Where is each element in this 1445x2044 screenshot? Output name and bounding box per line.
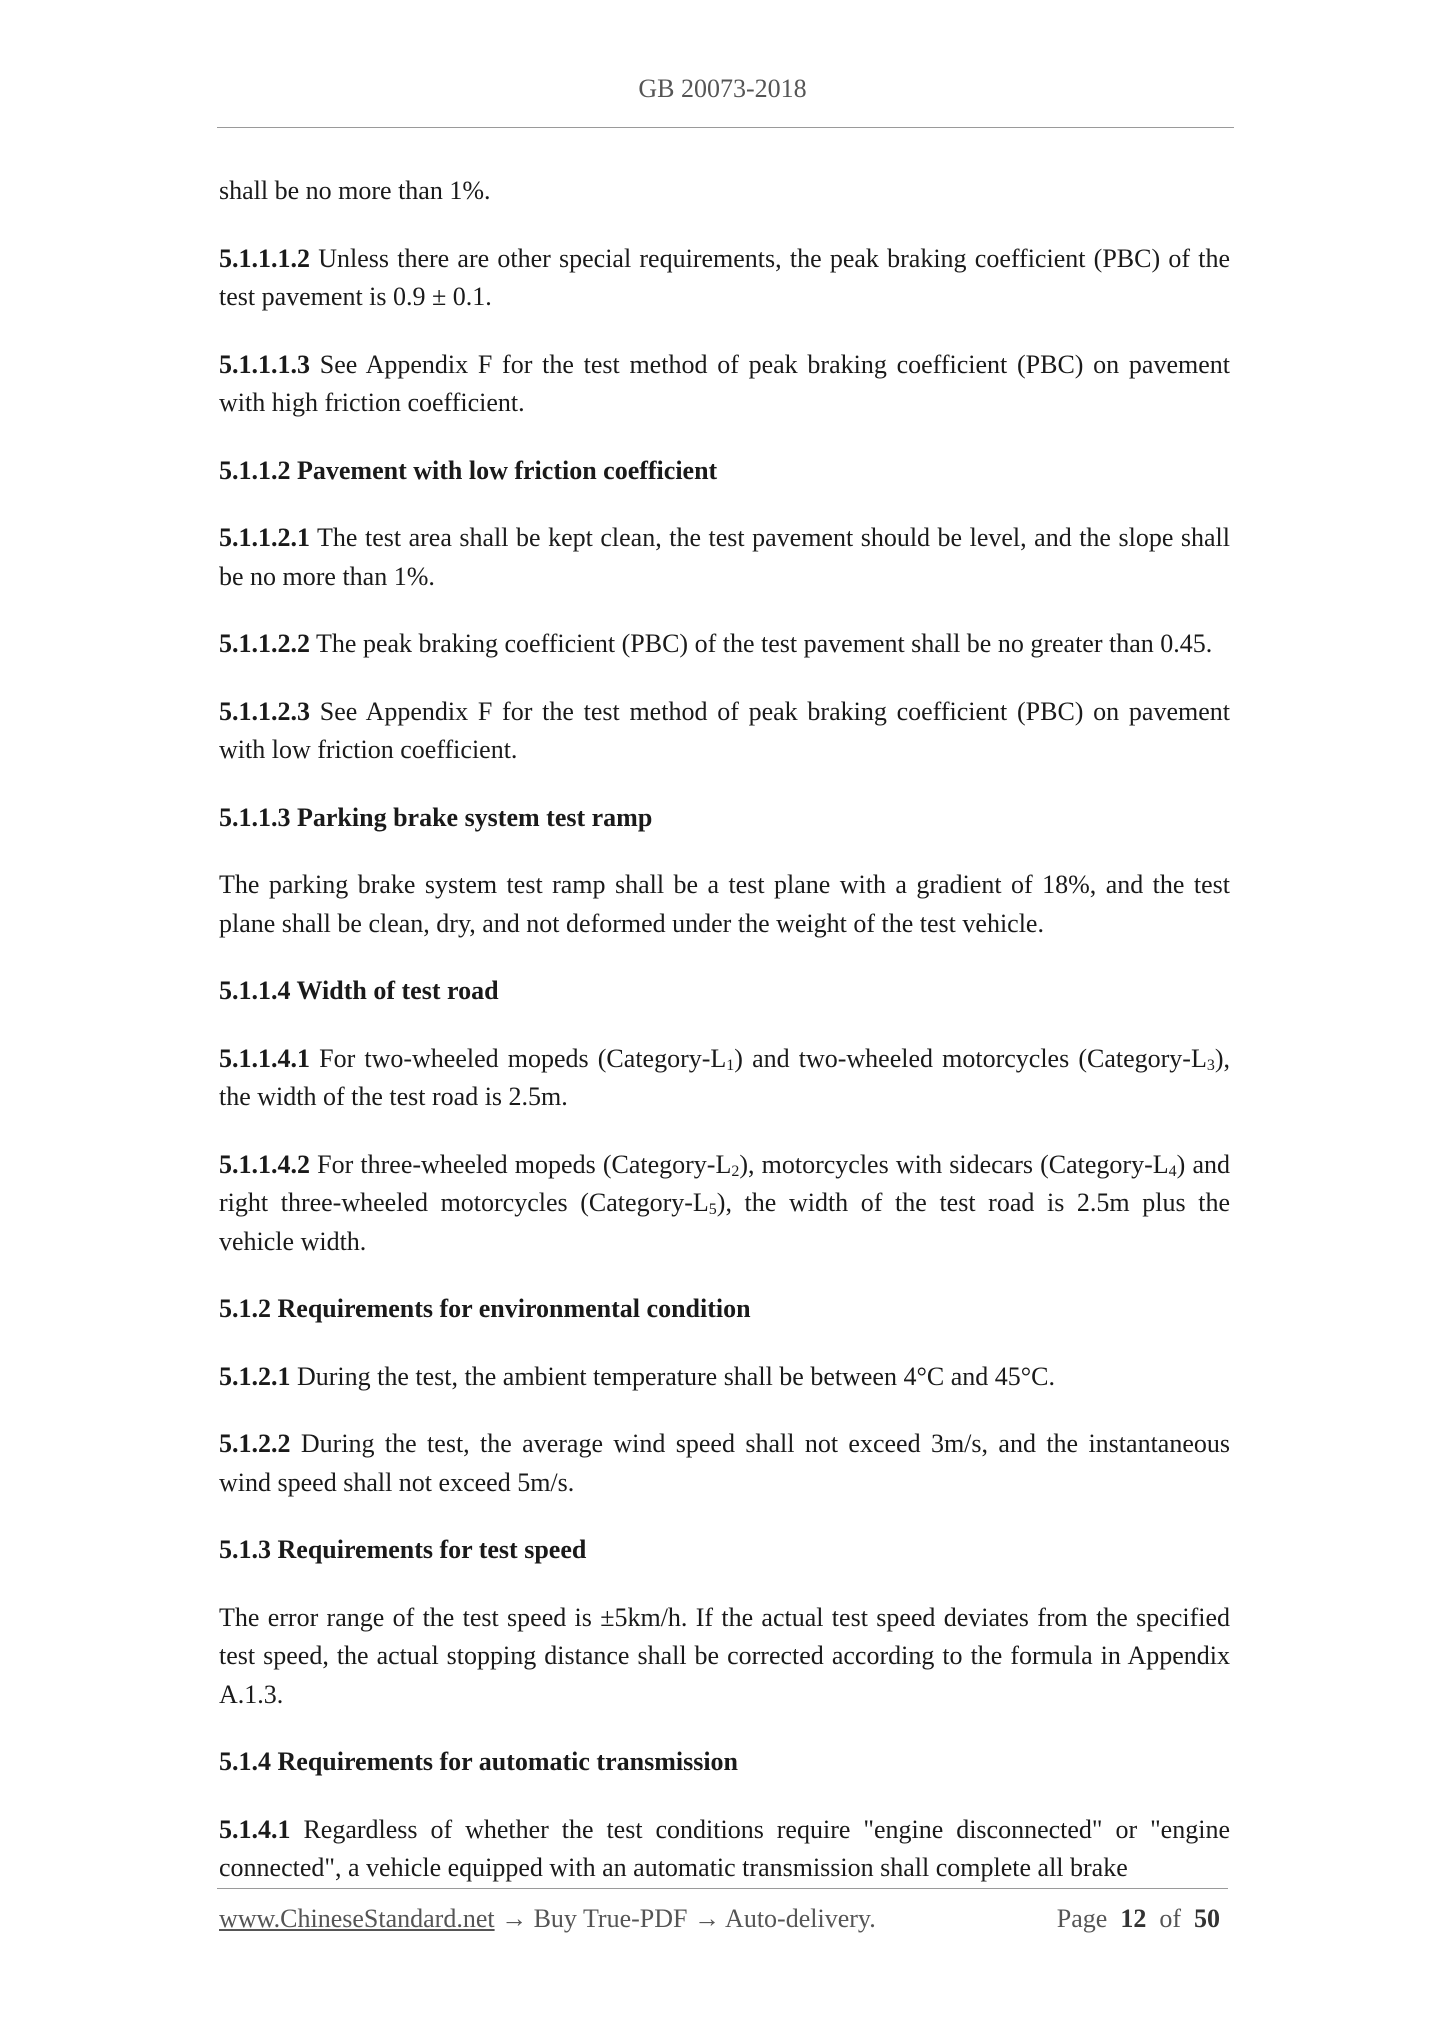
clause-number: 5.1.2.1: [219, 1361, 291, 1391]
footer-tagline: → Buy True-PDF → Auto-delivery.: [494, 1904, 876, 1933]
clause-number: 5.1.1.2.2: [219, 629, 310, 658]
clause-number: 5.1.1.2.1: [219, 523, 310, 552]
total-pages-number: 50: [1194, 1904, 1220, 1933]
clause-number: 5.1.1.4.1: [219, 1043, 310, 1073]
page-header-title: GB 20073-2018: [638, 74, 807, 103]
section-heading: 5.1.4 Requirements for automatic transmission: [219, 1747, 739, 1776]
clause-5-1-2-2: 5.1.2.2 During the test, the average wind speed shall not exceed 3m/s, and the instantaneous wind speed shall not exceed 5m/s.: [219, 1429, 1230, 1497]
clause-5-1-1-2-1: 5.1.1.2.1 The test area shall be kept clean, the test pavement should be level, and the slope shall be no more than 1%.: [219, 523, 1230, 591]
document-body: [219, 172, 1230, 1917]
clause-5-1-1-1-3: 5.1.1.1.3 See Appendix F for the test method of peak braking coefficient (PBC) on pavement with high friction coefficient.: [219, 349, 1230, 417]
clause-number: 5.1.1.2.3: [219, 696, 310, 726]
clause-number: 5.1.2.2: [219, 1429, 291, 1458]
section-heading: 5.1.1.2 Pavement with low friction coefficient: [219, 455, 718, 485]
page-indicator: Page 12 of 50: [1056, 1904, 1220, 1933]
clause-5-1-1-4-2: 5.1.1.4.2 For three-wheeled mopeds $(Category-L_2)$, motorcycles with sidecars $(Category-L_4)$ and right three-wheeled motorcycles $(Category-L_5)$, the width of the test road is 2.5m plus the vehicle width.: [219, 1149, 1231, 1256]
clause-5-1-1-1-2: 5.1.1.1.2 Unless there are other special requirements, the peak braking coefficient (PBC) of the test pavement is 0.9 ± 0.1.: [219, 243, 1230, 311]
clause-number: 5.1.1.1.2: [219, 243, 310, 273]
clause-5-1-4-1: 5.1.4.1 Regardless of whether the test conditions require "engine disconnected" or "engine connected", a vehicle equipped with an automatic transmission shall complete all brake: [219, 1814, 1230, 1882]
clause-number: 5.1.4.1: [219, 1814, 291, 1844]
clause-number: 5.1.1.1.3: [219, 349, 310, 379]
section-heading: 5.1.1.3 Parking brake system test ramp: [219, 802, 653, 832]
paragraph: The parking brake system test ramp shall be a test plane with a gradient of 18%, and the test plane shall be clean, dry, and not deformed under the weight of the test vehicle.: [219, 870, 1230, 938]
clause-5-1-2-1: 5.1.2.1 During the test, the ambient temperature shall be between 4°C and 45°C.: [219, 1361, 1055, 1391]
clause-5-1-1-2-3: 5.1.1.2.3 See Appendix F for the test method of peak braking coefficient (PBC) on pavement with low friction coefficient.: [219, 696, 1230, 764]
section-heading: 5.1.3 Requirements for test speed: [219, 1535, 587, 1564]
chinesestandard-link[interactable]: www.ChineseStandard.net: [219, 1904, 495, 1933]
current-page-number: 12: [1120, 1904, 1147, 1933]
paragraph: shall be no more than 1%.: [219, 176, 491, 205]
section-heading: 5.1.1.4 Width of test road: [219, 976, 499, 1005]
page-footer: [219, 1904, 1230, 1944]
clause-5-1-1-2-2: 5.1.1.2.2 The peak braking coefficient (PBC) of the test pavement shall be no greater than 0.45.: [219, 629, 1213, 658]
clause-number: 5.1.1.4.2: [219, 1149, 310, 1179]
paragraph: The error range of the test speed is ±5km/h. If the actual test speed deviates from the specified test speed, the actual stopping distance shall be corrected according to the formula in Appendix A.1.3.: [219, 1602, 1230, 1709]
section-heading: 5.1.2 Requirements for environmental condition: [219, 1294, 751, 1323]
header-divider: [217, 127, 1234, 128]
footer-divider: [217, 1888, 1228, 1889]
clause-5-1-1-4-1: 5.1.1.4.1 For two-wheeled mopeds $(Category-L_1)$ and two-wheeled motorcycles $(Category-L_3)$, the width of the test road is 2.5m.: [219, 1043, 1230, 1111]
